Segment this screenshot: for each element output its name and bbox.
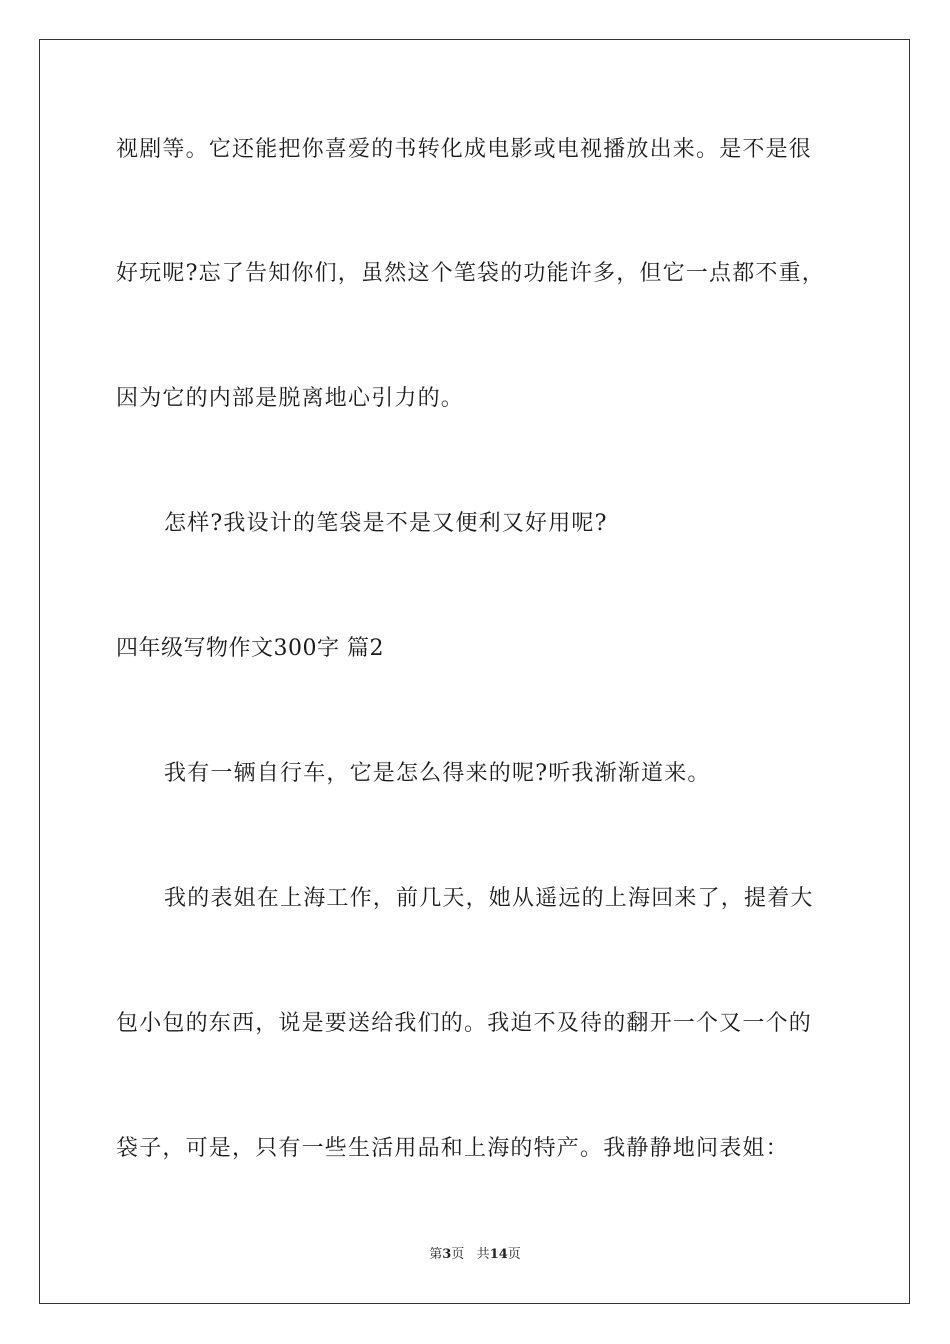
footer-page-number: 3 <box>442 1247 452 1262</box>
footer-total-pages: 14 <box>489 1247 508 1262</box>
footer-page-prefix: 第 <box>429 1247 443 1262</box>
section-heading: 四年级写物作文300字 篇2 <box>116 636 384 661</box>
paragraph-line: 包小包的东西，说是要送给我们的。我迫不及待的翻开一个又一个的 <box>116 1011 813 1036</box>
paragraph-line: 我的表姐在上海工作，前几天，她从遥远的上海回来了，提着大 <box>164 886 814 911</box>
paragraph-line: 怎样?我设计的笔袋是不是又便利又好用呢? <box>164 511 608 536</box>
page-footer <box>0 1246 950 1264</box>
paragraph-line: 好玩呢?忘了告知你们，虽然这个笔袋的功能许多，但它一点都不重， <box>116 261 825 286</box>
footer-total-suffix: 页 <box>507 1247 521 1262</box>
paragraph-line: 因为它的内部是脱离地心引力的。 <box>116 386 465 411</box>
footer-total-prefix: 共 <box>476 1247 490 1262</box>
footer-page-suffix: 页 <box>451 1247 465 1262</box>
page-border <box>39 39 910 1304</box>
paragraph-line: 袋子，可是，只有一些生活用品和上海的特产。我静静地问表姐： <box>116 1136 789 1161</box>
paragraph-line: 我有一辆自行车，它是怎么得来的呢?听我渐渐道来。 <box>164 761 711 786</box>
paragraph-line: 视剧等。它还能把你喜爱的书转化成电影或电视播放出来。是不是很 <box>116 137 813 162</box>
